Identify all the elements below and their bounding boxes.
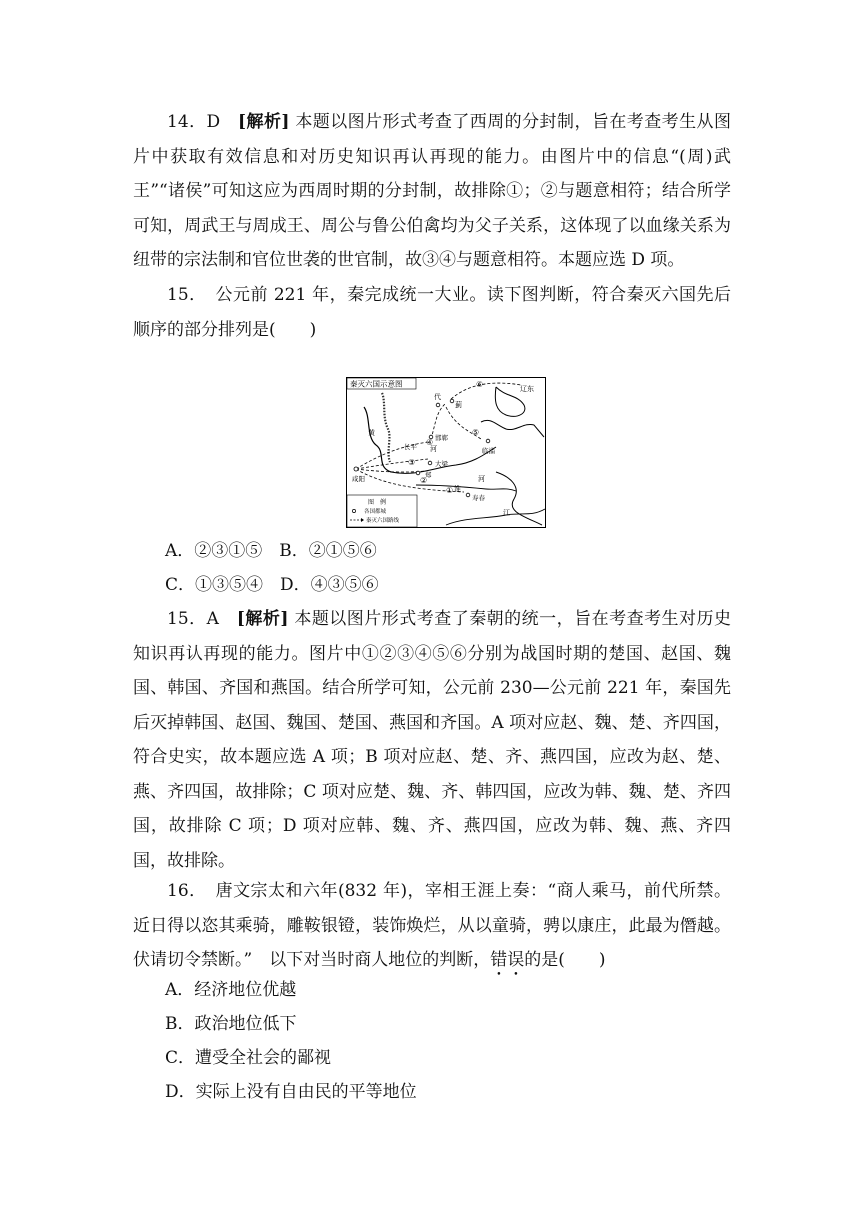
label-he: 河 xyxy=(430,445,437,453)
q15-explanation xyxy=(133,602,731,878)
label-huai: 淮 xyxy=(454,485,461,493)
q15-stem: 15． 公元前 221 年，秦完成统一大业。读下图判断，符合秦灭六国先后顺序的部分排列是( ) xyxy=(133,285,731,340)
marker-4: ④ xyxy=(426,438,434,447)
q14-answer-number: 14．D xyxy=(167,112,221,132)
city-linzi xyxy=(486,439,490,443)
label-he2: 河 xyxy=(478,475,485,483)
q15-analysis-text: 本题以图片形式考查了秦朝的统一，旨在考查考生对历史知识再认再现的能力。图片中①②③④⑤⑥分别为战国时期的楚国、赵国、魏国、韩国、齐国和燕国。结合所学可知，公元前 230—公元前 221 年，秦国先后灭掉韩国、赵国、魏国、楚国、燕国和齐国。A 项对应赵、魏、楚、齐四国，符合史实，故本题应选 A 项；B 项对应赵、楚、齐、燕四国，应改为赵、楚、燕、齐四国，故排除；C 项对应楚、魏、齐、韩四国，应改为韩、魏、楚、齐四国，故排除 C 项；D 项对应韩、魏、齐、燕四国，应改为韩、魏、燕、齐四国，故排除。 xyxy=(133,609,732,871)
label-liaodong: 辽东 xyxy=(520,385,534,393)
marker-2: ② xyxy=(420,476,428,485)
q15-options-cd: C．①③⑤④ D．④③⑤⑥ xyxy=(165,575,379,595)
q15-options-ab: A．②③①⑤ B．②①⑤⑥ xyxy=(165,541,377,561)
city-zheng xyxy=(416,471,420,475)
q15-answer-number: 15．A xyxy=(167,609,219,629)
city-ji xyxy=(450,399,454,403)
q15-analysis-tag: [解析] xyxy=(236,609,289,629)
legend-capital-label: 各国都城 xyxy=(364,509,387,515)
q16-stem-main: 16． 唐文宗太和六年(832 年)，宰相王涯上奏：“商人乘马，前代所禁。近日得以恣其乘骑，雕鞍银镫，装饰焕烂，从以童骑，骋以康庄，此最为僭越。伏请切令禁断。” 以下对当时商人地位的判断， xyxy=(133,881,731,970)
marker-3: ③ xyxy=(408,458,416,467)
label-xianyang: 咸阳 xyxy=(352,475,365,483)
city-daliang xyxy=(428,461,432,465)
q16-stem xyxy=(133,874,731,980)
q16-stem-emphasis: 错误 xyxy=(490,950,525,970)
marker-1: ① xyxy=(446,486,454,495)
q14-explanation xyxy=(133,105,731,278)
legend-title: 图 例 xyxy=(368,499,387,506)
label-handan: 邯郸 xyxy=(435,434,448,442)
city-xianyang xyxy=(354,467,358,471)
marker-5: ⑤ xyxy=(472,428,480,437)
label-zheng: 郑 xyxy=(425,471,432,479)
city-shouchun xyxy=(466,493,470,497)
q16-option-d: D．实际上没有自由民的平等地位 xyxy=(165,1082,417,1102)
q14-analysis-tag: [解析] xyxy=(238,112,290,132)
label-dai: 代 xyxy=(434,393,441,401)
q16-option-a: A．经济地位优越 xyxy=(165,980,297,1000)
qin-unification-map xyxy=(346,377,546,528)
legend-route-label: 秦灭六国路线 xyxy=(366,518,400,524)
label-shouchun: 寿春 xyxy=(472,494,485,502)
label-huang: 黄 xyxy=(368,429,375,437)
label-ji: 蓟 xyxy=(455,401,462,409)
map-title: 秦灭六国示意图 xyxy=(350,379,403,389)
q16-option-c: C．遭受全社会的鄙视 xyxy=(165,1048,332,1068)
q16-stem-tail: 的是( ) xyxy=(524,950,606,970)
label-changping: 长平 xyxy=(404,443,417,451)
city-dai xyxy=(436,403,440,407)
label-linzi: 临淄 xyxy=(482,447,495,455)
marker-6: ⑥ xyxy=(476,380,484,389)
legend-capital-symbol xyxy=(352,509,355,512)
q16-option-b: B．政治地位低下 xyxy=(165,1014,297,1034)
q14-analysis-text: 本题以图片形式考查了西周的分封制，旨在考查考生从图片中获取有效信息和对历史知识再认再现的能力。由图片中的信息“(周)武王”“诸侯”可知这应为西周时期的分封制，故排除①；②与题意相符；结合所学可知，周武王与周成王、周公与鲁公伯禽均为父子关系，这体现了以血缘关系为纽带的宗法制和官位世袭的世官制，故③④与题意相符。本题应选 D 项。 xyxy=(133,112,732,270)
label-daliang: 大梁 xyxy=(435,460,448,468)
label-jiang: 江 xyxy=(503,509,510,517)
